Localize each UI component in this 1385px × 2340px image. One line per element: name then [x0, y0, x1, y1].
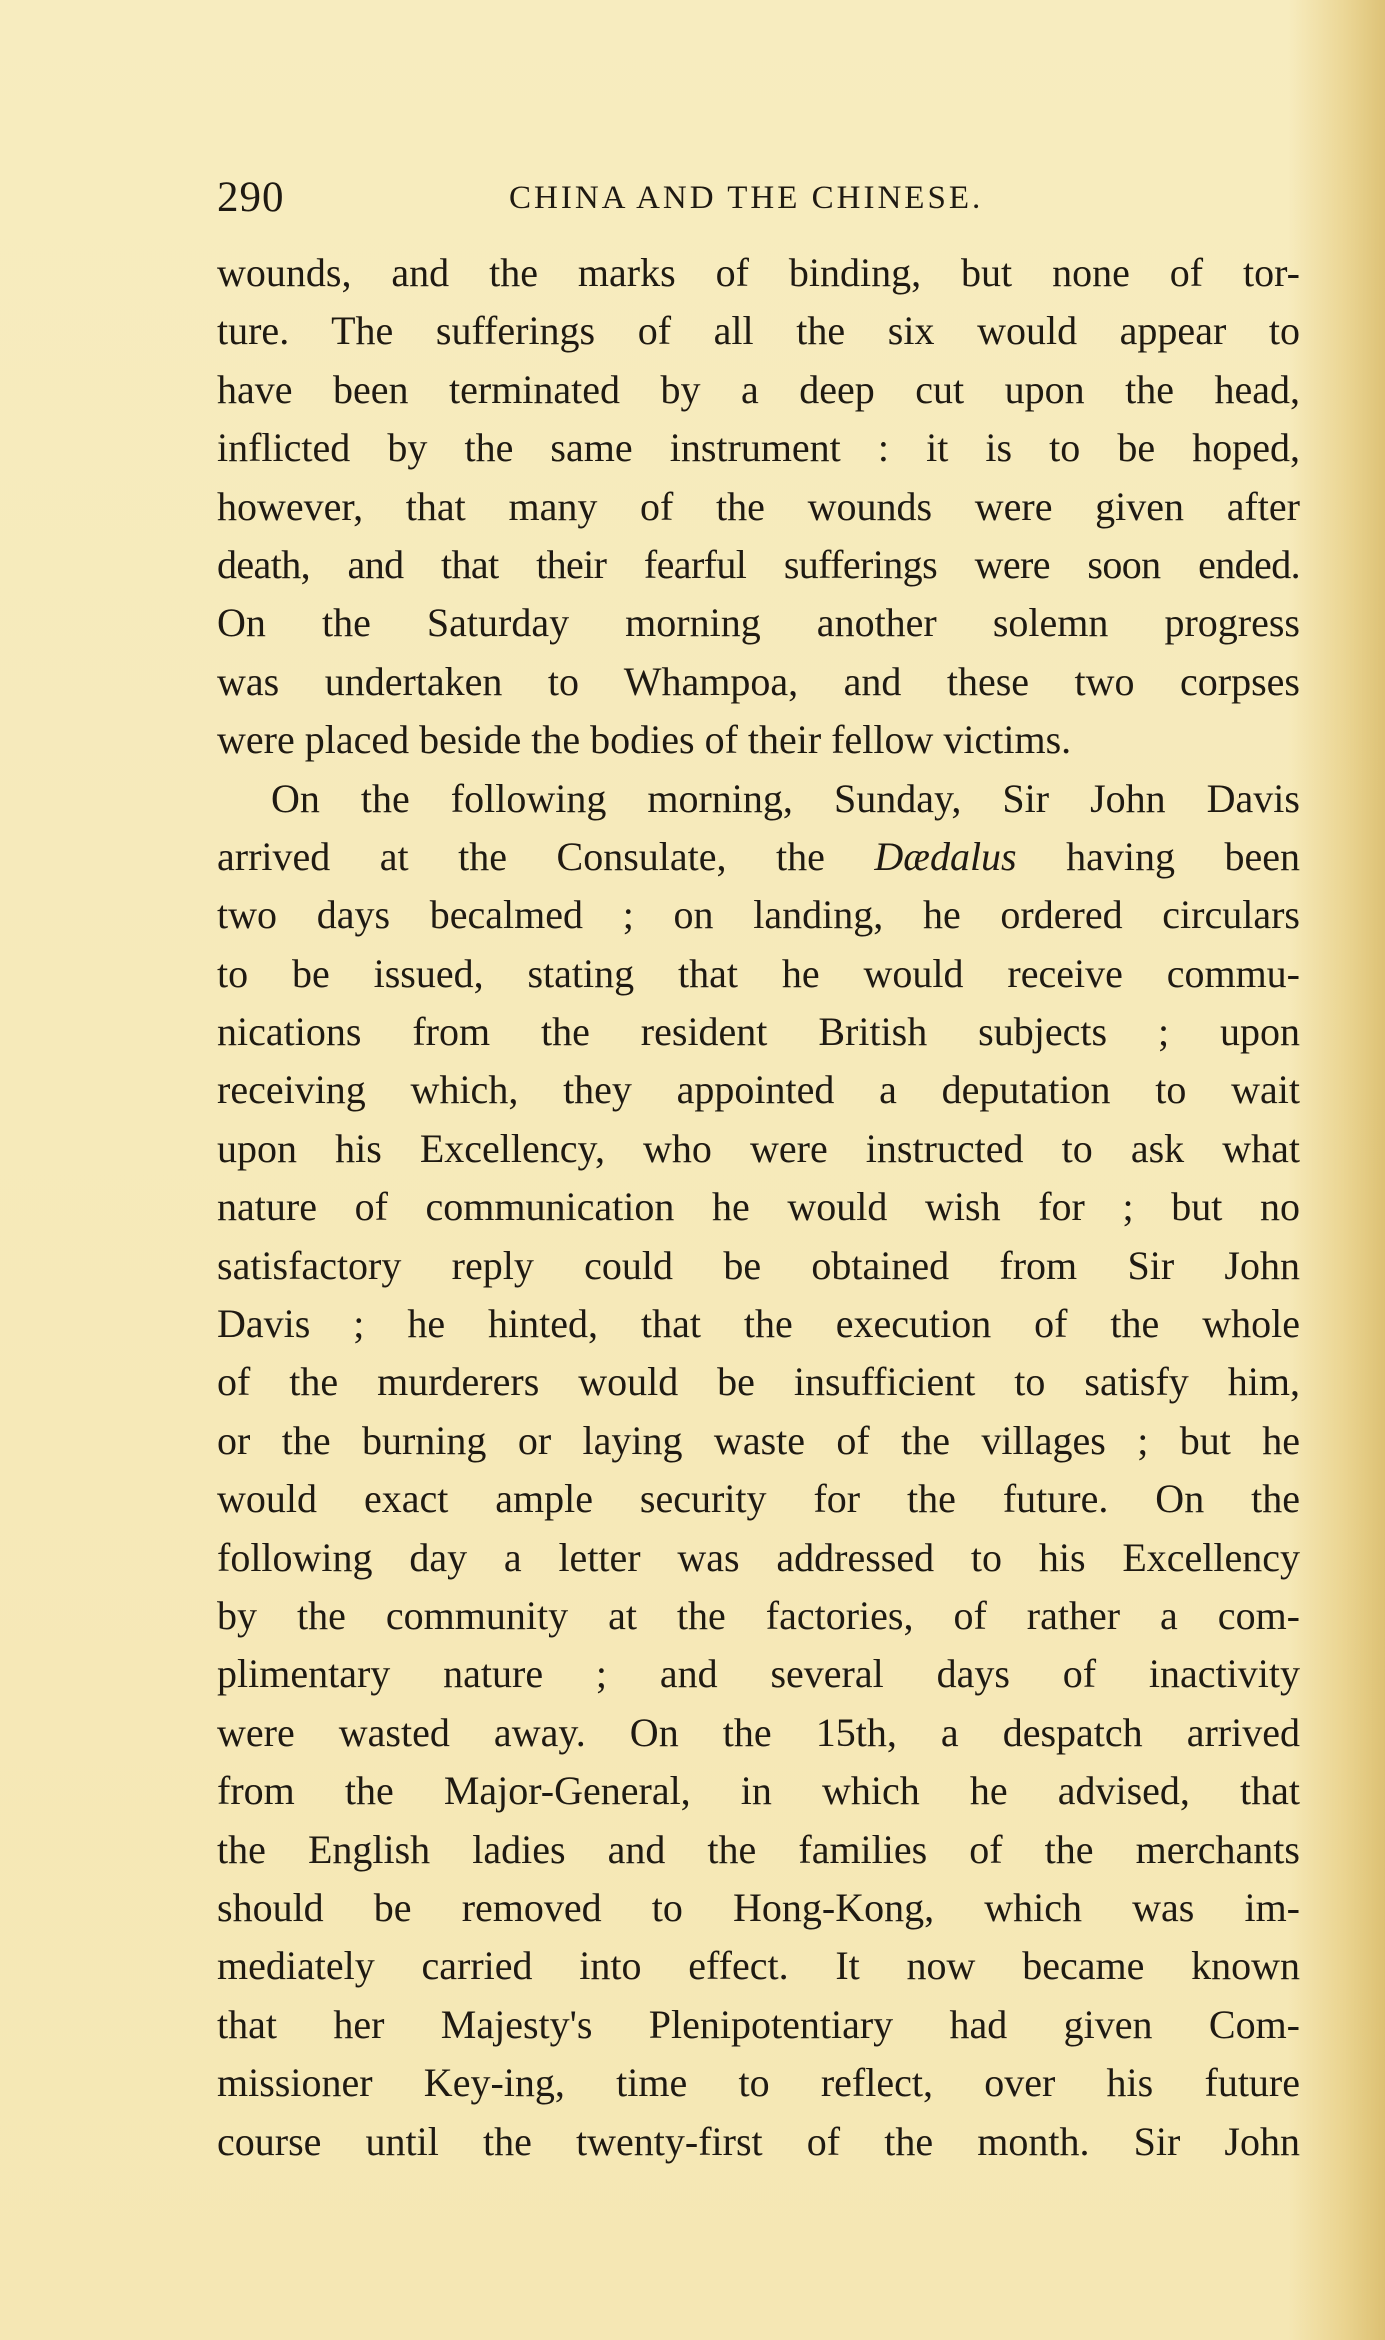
text-line: by the community at the factories, of rather a com- — [217, 1592, 1300, 1638]
text-line: missioner Key-ing, time to reflect, over his future — [217, 2060, 1300, 2106]
text-line: mediately carried into effect. It now became known — [217, 1943, 1300, 1989]
text-line: Davis ; he hinted, that the execution of the whole — [217, 1301, 1300, 1347]
text-line: course until the twenty-first of the month. Sir John — [217, 2118, 1300, 2164]
text-line: or the burning or laying waste of the villages ; but he — [217, 1417, 1300, 1463]
text-line: ture. The sufferings of all the six would appear to — [217, 308, 1300, 354]
text-line: would exact ample security for the future. On the — [217, 1476, 1300, 1522]
text-line: two days becalmed ; on landing, he ordered circulars — [217, 892, 1300, 938]
text-line: from the Major-General, in which he advised, that — [217, 1768, 1300, 1814]
text-line: the English ladies and the families of the merchants — [217, 1826, 1300, 1872]
running-title: CHINA AND THE CHINESE. — [509, 180, 984, 216]
text-line: satisfactory reply could be obtained from Sir John — [217, 1242, 1300, 1288]
text-line: however, that many of the wounds were given after — [217, 483, 1300, 529]
text-line: receiving which, they appointed a deputation to wait — [217, 1067, 1300, 1113]
text-line: On the following morning, Sunday, Sir John Davis — [271, 775, 1300, 821]
text-line: inflicted by the same instrument : it is to be hoped, — [217, 425, 1300, 471]
page-number: 290 — [217, 174, 285, 221]
text-line: should be removed to Hong-Kong, which was im- — [217, 1884, 1300, 1930]
text-line: of the murderers would be insufficient to satisfy him, — [217, 1359, 1300, 1405]
text-line: to be issued, stating that he would receive commu- — [217, 950, 1300, 996]
text-line: were wasted away. On the 15th, a despatch arrived — [217, 1709, 1300, 1755]
text-fragment: having been — [1016, 833, 1301, 879]
ship-name-italic: Dædalus — [874, 833, 1017, 879]
text-line: following day a letter was addressed to his Excellency — [217, 1534, 1300, 1580]
text-line-with-ship-name — [217, 828, 1300, 886]
text-line: were placed beside the bodies of their fellow victims. — [217, 717, 1072, 763]
text-line: have been terminated by a deep cut upon the head, — [217, 366, 1300, 412]
text-line: was undertaken to Whampoa, and these two corpses — [217, 658, 1300, 704]
text-line: On the Saturday morning another solemn progress — [217, 600, 1300, 646]
text-line: plimentary nature ; and several days of inactivity — [217, 1651, 1300, 1697]
text-fragment: arrived at the Consulate, the — [217, 833, 875, 879]
text-line: nature of communication he would wish for ; but no — [217, 1184, 1300, 1230]
text-line: that her Majesty's Plenipotentiary had given Com- — [217, 2001, 1300, 2047]
text-line: death, and that their fearful sufferings were soon ended. — [217, 541, 1300, 587]
page-header — [217, 168, 1333, 228]
text-line: upon his Excellency, who were instructed to ask what — [217, 1125, 1300, 1171]
text-line: wounds, and the marks of binding, but none of tor- — [217, 250, 1300, 295]
body-text — [217, 244, 1300, 2171]
text-line: nications from the resident British subjects ; upon — [217, 1009, 1300, 1055]
